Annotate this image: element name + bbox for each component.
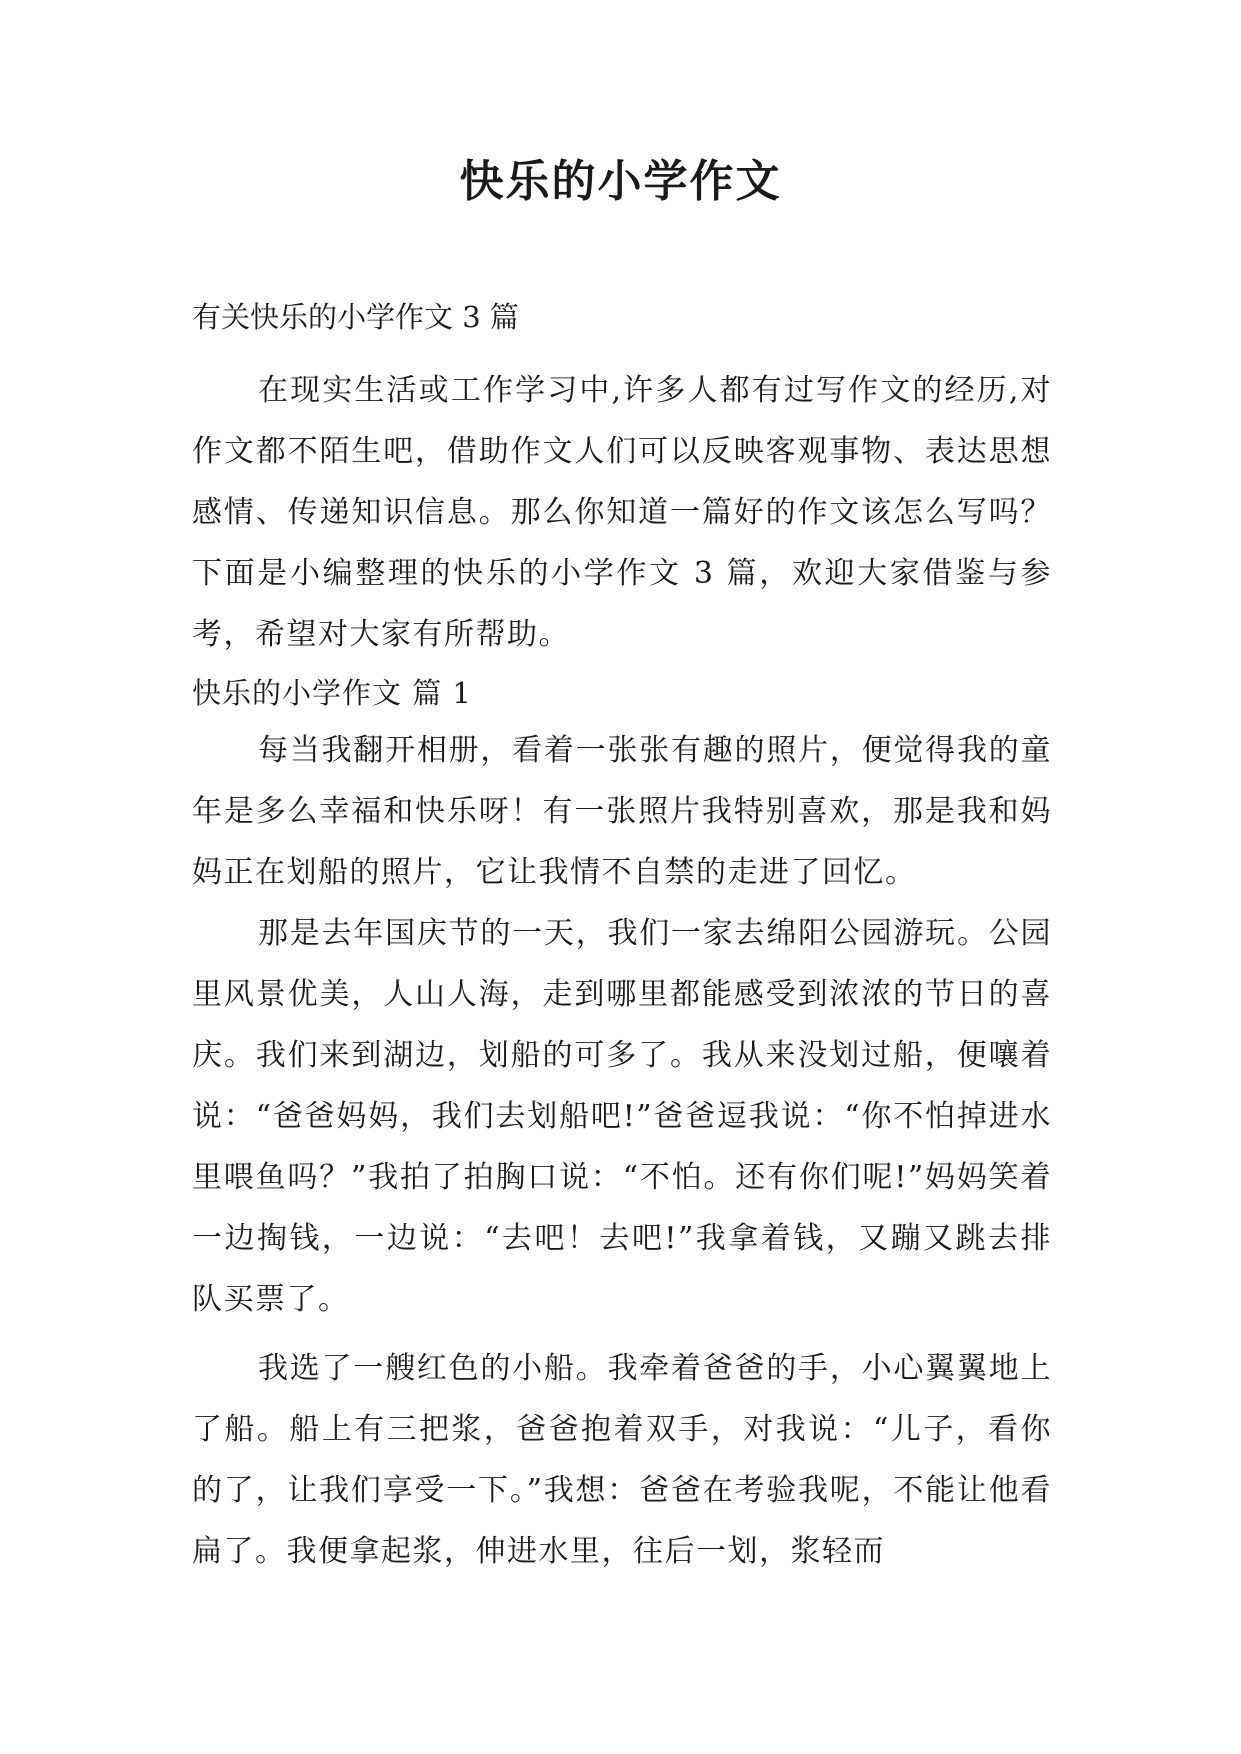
section-heading: 快乐的小学作文 篇 1 (192, 676, 472, 710)
document-subtitle: 有关快乐的小学作文 3 篇 (192, 300, 519, 334)
page-title: 快乐的小学作文 (459, 156, 782, 207)
document-body (192, 360, 1052, 1582)
intro-paragraph: 在现实生活或工作学习中,许多人都有过写作文的经历,对作文都不陌生吧，借助作文人们可以反映客观事物、表达思想感情、传递知识信息。那么你知道一篇好的作文该怎么写吗？下面是小编整理的快乐的小学作文 3 篇，欢迎大家借鉴与参考，希望对大家有所帮助。 (192, 373, 1052, 652)
section-paragraph: 每当我翻开相册，看着一张张有趣的照片，便觉得我的童年是多么幸福和快乐呀！有一张照片我特别喜欢，那是我和妈妈正在划船的照片，它让我情不自禁的走进了回忆。 (192, 733, 1052, 890)
section-paragraph: 那是去年国庆节的一天，我们一家去绵阳公园游玩。公园里风景优美，人山人海，走到哪里都能感受到浓浓的节日的喜庆。我们来到湖边，划船的可多了。我从来没划过船，便嚷着说：“爸爸妈妈，我们去划船吧!”爸爸逗我说：“你不怕掉进水里喂鱼吗？”我拍了拍胸口说：“不怕。还有你们呢!”妈妈笑着一边掏钱，一边说：“去吧！去吧!”我拿着钱，又蹦又跳去排队买票了。 (192, 916, 1052, 1317)
section-paragraph: 我选了一艘红色的小船。我牵着爸爸的手，小心翼翼地上了船。船上有三把浆，爸爸抱着双手，对我说：“儿子，看你的了，让我们享受一下。”我想：爸爸在考验我呢，不能让他看扁了。我便拿起浆，伸进水里，往后一划，浆轻而 (192, 1351, 1052, 1569)
